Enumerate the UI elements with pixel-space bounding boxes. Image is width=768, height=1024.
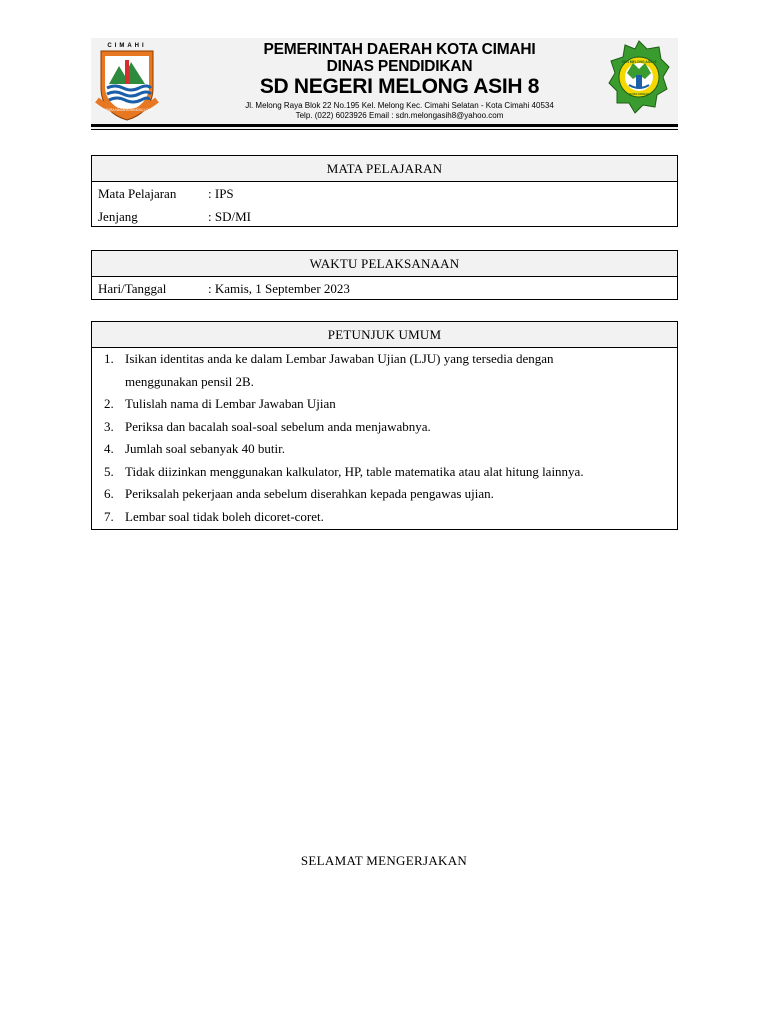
instruction-text: Lembar soal tidak boleh dicoret-coret. [125, 508, 324, 524]
letterhead-address: Jl. Melong Raya Blok 22 No.195 Kel. Melong Kec. Cimahi Selatan - Kota Cimahi 40534 [245, 101, 554, 110]
instruction-item [92, 483, 677, 506]
subject-label: Mata Pelajaran [98, 186, 177, 201]
level-value: : SD/MI [208, 209, 251, 224]
date-row [92, 277, 677, 300]
instruction-number: 5. [104, 463, 114, 479]
subject-box [91, 155, 678, 227]
instruction-number: 4. [104, 441, 114, 456]
instruction-text: Tidak diizinkan menggunakan kalkulator, HP, table matematika atau alat hitung lainnya. [125, 463, 584, 479]
badge-label: SDN MELONG ASIH 8 [621, 60, 657, 64]
level-row [92, 205, 677, 228]
instructions-box [91, 321, 678, 530]
instruction-item [92, 461, 677, 484]
letterhead-divider-thin [91, 129, 678, 130]
instructions-box-title: PETUNJUK UMUM [92, 322, 677, 348]
instruction-number: 3. [104, 418, 114, 434]
cimahi-emblem-logo [95, 40, 159, 124]
instruction-text: Periksa dan bacalah soal-soal sebelum anda menjawabnya. [125, 418, 431, 434]
instruction-item [92, 416, 677, 439]
instruction-text: Tulislah nama di Lembar Jawaban Ujian [125, 396, 336, 411]
instruction-number: 6. [104, 486, 114, 501]
subject-box-title: MATA PELAJARAN [92, 156, 677, 182]
letterhead-contact: Telp. (022) 6023926 Email : sdn.melongasih8@yahoo.com [295, 111, 504, 120]
instruction-item [92, 393, 677, 416]
letterhead-government: PEMERINTAH DAERAH KOTA CIMAHI [263, 41, 536, 58]
schedule-box-title: WAKTU PELAKSANAAN [92, 251, 677, 277]
badge-sublabel: KOTA CIMAHI [629, 92, 649, 96]
instruction-text: Isikan identitas anda ke dalam Lembar Jawaban Ujian (LJU) yang tersedia dengan [125, 351, 554, 366]
letterhead [91, 38, 678, 130]
instruction-number: 7. [104, 508, 114, 524]
instruction-number: 2. [104, 396, 114, 411]
date-label: Hari/Tanggal [98, 281, 167, 296]
letterhead-department: DINAS PENDIDIKAN [326, 58, 473, 75]
date-value: : Kamis, 1 September 2023 [208, 281, 350, 296]
letterhead-text [187, 41, 612, 121]
school-badge-logo [607, 39, 671, 125]
instruction-item [92, 438, 677, 461]
instruction-text: Jumlah soal sebanyak 40 butir. [125, 441, 285, 456]
instructions-list [92, 348, 677, 528]
letterhead-divider-thick [91, 124, 678, 127]
subject-row [92, 182, 677, 205]
instruction-text-continued: menggunakan pensil 2B. [125, 373, 254, 389]
letterhead-school-name: SD NEGERI MELONG ASIH 8 [259, 75, 540, 98]
closing-message: SELAMAT MENGERJAKAN [300, 853, 468, 868]
instruction-item [92, 348, 677, 393]
schedule-box [91, 250, 678, 300]
instruction-number: 1. [104, 351, 114, 366]
subject-value: : IPS [208, 186, 234, 201]
emblem-caption: CIMAHI [107, 43, 147, 49]
instruction-text: Periksalah pekerjaan anda sebelum diserahkan kepada pengawas ujian. [125, 486, 494, 501]
level-label: Jenjang [98, 209, 138, 224]
emblem-motto: GAPURA NAGARA MANGKU LOKA [101, 108, 153, 112]
instruction-item [92, 506, 677, 529]
